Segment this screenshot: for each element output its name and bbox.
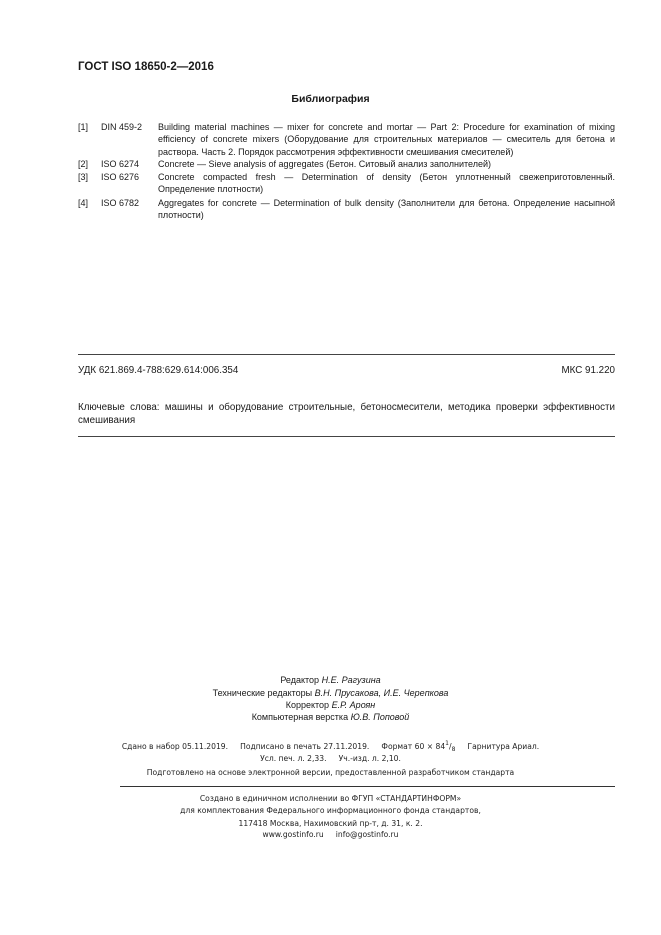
credit-editor [0,675,661,685]
credit-corrector [0,700,661,710]
reference-item [78,158,615,170]
address: 117418 Москва, Нахимовский пр-т, д. 31, к. 2. [238,819,423,828]
publisher-sheets: Уч.-изд. л. 2,10. [338,754,401,763]
reference-number: [1] [78,122,89,132]
credit-tech-editors [0,688,661,698]
bibliography-title: Библиография [291,93,370,105]
divider [78,436,615,437]
credit-name: В.Н. Прусакова, И.Е. Черепкова [314,688,449,698]
reference-number: [2] [78,159,89,169]
credit-name: Н.Е. Рагузина [321,675,381,685]
credit-label: Корректор [285,700,330,710]
reference-number: [4] [78,198,89,208]
email-link[interactable]: info@gostinfo.ru [335,830,399,839]
contacts [0,830,661,839]
created-note: Создано в единичном исполнении во ФГУП «СТАНДАРТИНФОРМ» [199,794,462,803]
paper-format: Формат $60 \times 84^1/_8$ [381,740,456,753]
reference-item [78,121,615,158]
credit-layout [0,712,661,722]
reference-item [78,171,615,196]
reference-item [78,197,615,222]
print-details [0,740,661,753]
divider [120,786,615,787]
prepared-note: Подготовлено на основе электронной версии, предоставленной разработчиком стандарта [146,768,515,777]
credit-label: Технические редакторы [212,688,313,698]
reference-code: ISO 6782 [101,198,140,208]
typeface: Гарнитура Ариал. [467,742,540,751]
sheet-counts [0,754,661,763]
reference-text: Building material machines — mixer for concrete and mortar — Part 2: Procedure for examination of mixing efficiency of concrete mixers (Оборудование для строительных материалов — смеситель для бетона и раствора. Часть 2. Порядок рассмотрения эффективности смешивания смесителей) [158,122,615,157]
divider [78,354,615,355]
credit-name: Е.Р. Ароян [331,700,376,710]
reference-code: ISO 6276 [101,172,140,182]
fund-note: для комплектования Федерального информационного фонда стандартов, [180,806,481,815]
credit-label: Компьютерная верстка [251,712,349,722]
signed-date: Подписано в печать 27.11.2019. [240,742,370,751]
print-sheets: Усл. печ. л. 2,33. [260,754,327,763]
reference-code: ISO 6274 [101,159,140,169]
website-link[interactable]: www.gostinfo.ru [262,830,324,839]
mks-code: МКС 91.220 [561,365,615,376]
standard-id: ГОСТ ISO 18650-2—2016 [78,61,214,73]
reference-text: Aggregates for concrete — Determination of bulk density (Заполнители для бетона. Определение насыпной плотности) [158,198,615,221]
udk-code: УДК 621.869.4-788:629.614:006.354 [78,365,239,376]
reference-code: DIN 459-2 [101,122,143,132]
reference-text: Concrete — Sieve analysis of aggregates (Бетон. Ситовый анализ заполнителей) [158,159,491,169]
credit-label: Редактор [280,675,320,685]
reference-text: Concrete compacted fresh — Determination of density (Бетон уплотненный свежеприготовленный. Определение плотности) [158,172,615,195]
reference-number: [3] [78,172,89,182]
submitted-date: Сдано в набор 05.11.2019. [121,742,229,751]
credit-name: Ю.В. Поповой [350,712,410,722]
keywords: Ключевые слова: машины и оборудование строительные, бетоносмесители, методика проверки эффективности смешивания [78,402,615,426]
